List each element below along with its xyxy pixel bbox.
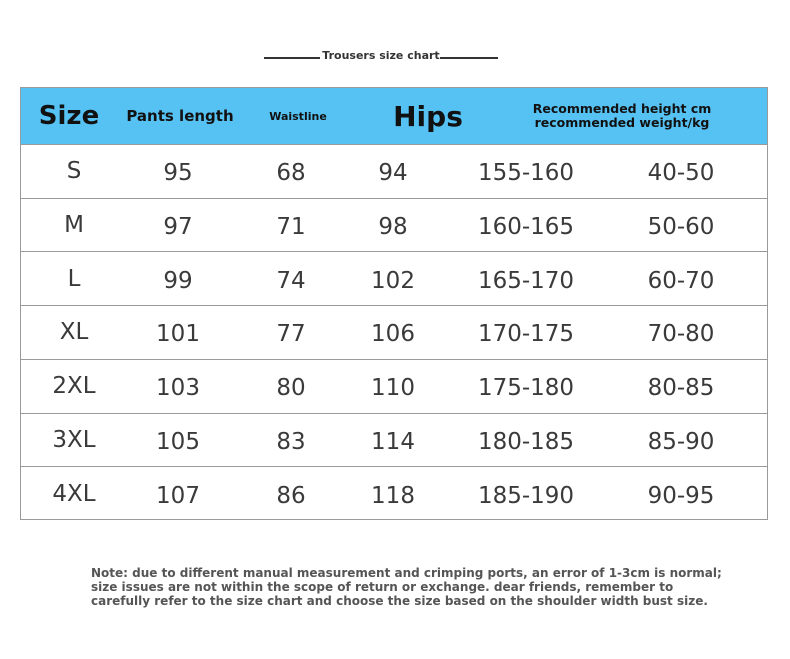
cell-hips: 110 (371, 375, 415, 402)
table-row (21, 466, 767, 520)
cell-recommended-weight: 80-85 (647, 375, 715, 402)
table-row (21, 251, 767, 305)
header-hips: Hips (393, 99, 463, 133)
cell-recommended-height: 165-170 (477, 267, 575, 294)
cell-pants-length: 107 (156, 482, 200, 509)
cell-pants-length: 97 (163, 214, 193, 241)
cell-recommended-height: 160-165 (477, 214, 575, 241)
table-row (21, 198, 767, 252)
cell-recommended-height: 180-185 (477, 428, 575, 455)
cell-size: M (64, 212, 84, 239)
header-pants-length: Pants length (126, 107, 234, 125)
cell-waistline: 71 (276, 214, 306, 241)
cell-size: XL (59, 319, 89, 346)
cell-size: L (67, 265, 81, 292)
cell-size: 3XL (52, 426, 96, 453)
title-text: Trousers size chart (322, 49, 440, 62)
size-table (20, 87, 768, 520)
cell-pants-length: 99 (163, 267, 193, 294)
cell-recommended-height: 155-160 (477, 160, 575, 187)
cell-waistline: 86 (276, 482, 306, 509)
cell-size: S (66, 158, 82, 185)
cell-hips: 106 (371, 321, 415, 348)
cell-pants-length: 105 (156, 428, 200, 455)
table-row (21, 413, 767, 467)
cell-recommended-weight: 90-95 (647, 482, 715, 509)
cell-hips: 102 (371, 267, 415, 294)
cell-waistline: 77 (276, 321, 306, 348)
table-row (21, 305, 767, 359)
cell-waistline: 83 (276, 428, 306, 455)
cell-recommended-height: 170-175 (477, 321, 575, 348)
cell-recommended-weight: 85-90 (647, 428, 715, 455)
cell-recommended-weight: 70-80 (647, 321, 715, 348)
header-recommended: Recommended height cm recommended weight/kg (532, 101, 712, 130)
chart-title (264, 46, 498, 70)
cell-size: 4XL (52, 480, 96, 507)
cell-recommended-weight: 50-60 (647, 214, 715, 241)
cell-waistline: 74 (276, 267, 306, 294)
cell-pants-length: 103 (156, 375, 200, 402)
cell-hips: 98 (378, 214, 408, 241)
title-rule-right (440, 57, 498, 59)
cell-hips: 118 (371, 482, 415, 509)
cell-pants-length: 101 (156, 321, 200, 348)
cell-pants-length: 95 (163, 160, 193, 187)
cell-recommended-weight: 60-70 (647, 267, 715, 294)
cell-size: 2XL (52, 373, 96, 400)
disclaimer-note: Note: due to different manual measurement and crimping ports, an error of 1-3cm is normal; size issues are not within the scope of return or exchange. dear friends, remember to carefully refer to the size chart and choose the size based on the shoulder width bust size. (91, 566, 722, 608)
cell-recommended-weight: 40-50 (647, 160, 715, 187)
cell-recommended-height: 175-180 (477, 375, 575, 402)
table-row (21, 359, 767, 413)
table-row (21, 144, 767, 198)
header-waistline: Waistline (269, 109, 327, 123)
header-size: Size (38, 101, 100, 131)
table-header (21, 88, 767, 144)
cell-waistline: 68 (276, 160, 306, 187)
cell-hips: 114 (371, 428, 415, 455)
cell-waistline: 80 (276, 375, 306, 402)
cell-hips: 94 (378, 160, 408, 187)
cell-recommended-height: 185-190 (477, 482, 575, 509)
